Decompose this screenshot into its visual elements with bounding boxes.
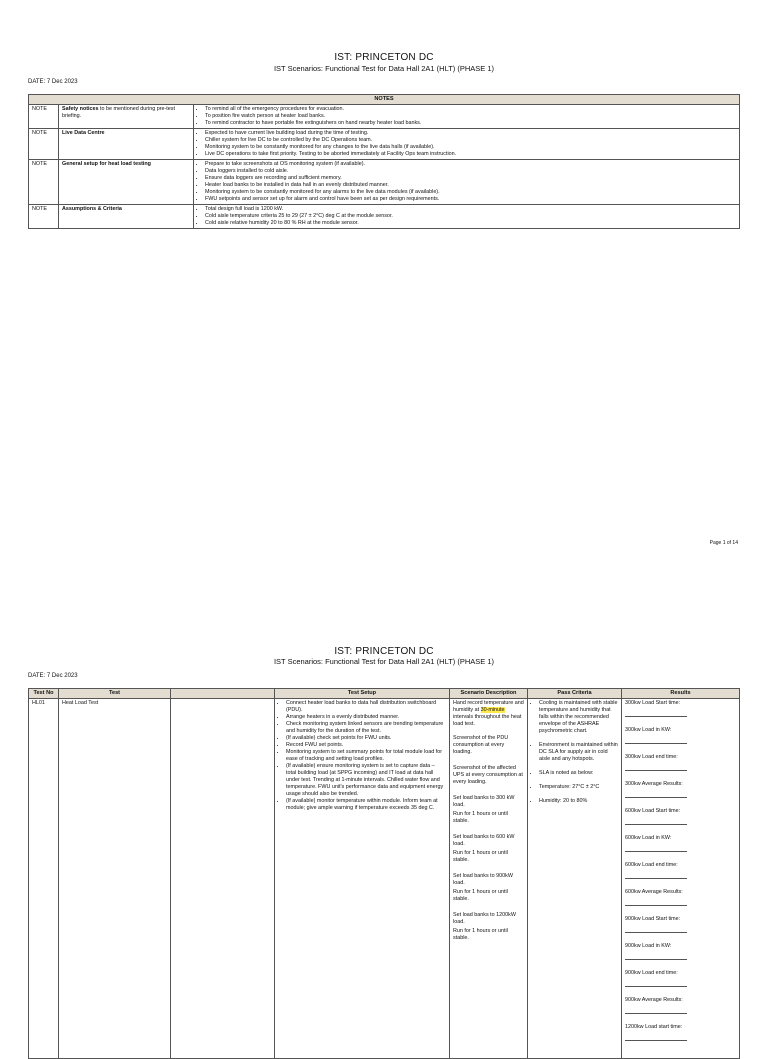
note-row [29,105,740,129]
pass-bullet: • Humidity: 20 to 80% [539,798,618,805]
note-bullet: • Prepare to take screenshots at OS monitoring system (if available). [205,161,736,168]
note-title-suffix: to be mentioned during pre-test briefing. [62,106,175,119]
note-row [29,129,740,160]
result-label: 600kw Load Start time: [625,808,681,814]
result-blank-line[interactable] [625,819,687,825]
col-blank [171,689,275,699]
note-bullet: • Data loggers installed to cold aisle. [205,168,736,175]
pass-bullet: • Environment is maintained within DC SLA for supply air in cold aisle and any hotspots. [539,742,618,763]
highlighted-text: 30-minute [480,707,505,713]
result-label: 900kw Load in KW: [625,943,672,949]
blank-cell [171,699,275,1059]
setup-bullet: • Arrange heaters in a evenly distributed manner. [286,714,446,721]
scenario-paragraph: Run for 1 hours or until stable. [453,850,508,863]
note-items [194,205,740,229]
note-type: NOTE [29,205,59,229]
col-test-setup: Test Setup [275,689,450,699]
note-bullet: • Live DC operations to take first priority. Testing to be aborted immediately at Facility Ops team instruction. [205,151,736,158]
result-blank-line[interactable] [625,927,687,933]
setup-bullet: • (If available) monitor temperature within module. Inform team at module; give ample warning if temperature exceeds 35 deg C. [286,798,446,812]
pass-bullet: • SLA is noted as below: [539,770,618,777]
pass-criteria-cell [528,699,622,1059]
notes-header: NOTES [29,95,740,105]
col-results: Results [622,689,740,699]
note-row [29,160,740,205]
page-subtitle: IST Scenarios: Functional Test for Data Hall 2A1 (HLT) (PHASE 1) [273,657,495,666]
page-title: IST: PRINCETON DC [334,646,434,657]
scenario-paragraph: Screenshot of the affected UPS at every consumption at every loading. [453,765,523,785]
test-number: HL01 [29,699,59,1059]
result-label: 600kw Load in KW: [625,835,672,841]
col-pass-criteria: Pass Criteria [528,689,622,699]
note-bullet: • Heater load banks to be installed in data hall in an evenly distributed manner. [205,182,736,189]
result-blank-line[interactable] [625,1008,687,1014]
note-title-cell [59,129,194,160]
scenario-paragraph: Set load banks to 900kW load. [453,873,513,886]
note-bullet: • Monitoring system to be constantly monitored for any alarms to the live data modules (if available). [205,189,736,196]
document-page-2 [0,620,768,1030]
result-label: 300kw Load Start time: [625,700,681,706]
note-bullet: • Chiller system for live DC to be controlled by the DC Operations team. [205,137,736,144]
note-row [29,205,740,229]
note-title-cell [59,160,194,205]
result-label: 900kw Average Results: [625,997,683,1003]
results-cell [622,699,740,1059]
result-blank-line[interactable] [625,954,687,960]
test-name: Heat Load Test [59,699,171,1059]
result-label: 300kw Load in KW: [625,727,672,733]
col-test: Test [59,689,171,699]
pass-bullet: • Cooling is maintained with stable temperature and humidity that falls within the recommended envelope of the ASHRAE psychrometric chart. [539,700,618,735]
note-type: NOTE [29,160,59,205]
scenario-paragraph: Set load banks to 1200kW load. [453,912,516,925]
scenario-paragraph: Run for 1 hours or until stable. [453,889,508,902]
note-title-cell [59,205,194,229]
result-label: 300kw Load end time: [625,754,678,760]
scenario-paragraph: Run for 1 hours or until stable. [453,928,508,941]
result-blank-line[interactable] [625,792,687,798]
setup-bullet: • (If available) check set points for FWU units. [286,735,446,742]
test-table [28,688,740,1059]
note-bullet: • Cold aisle relative humidity 20 to 80 % RH at the module sensor. [205,220,736,227]
result-label: 1200kw Load start time: [625,1024,683,1030]
notes-table [28,94,740,229]
note-items [194,160,740,205]
scenario-paragraph: Screenshot of the PDU consumption at every loading. [453,735,509,755]
pass-bullet: • Temperature: 27°C ± 2°C [539,784,618,791]
note-title: Assumptions & Criteria [62,206,122,212]
note-title: Safety notices [62,106,99,112]
setup-bullet: • Connect heater load banks to data hall distribution switchboard (PDU). [286,700,446,714]
result-blank-line[interactable] [625,981,687,987]
result-label: 900kw Load end time: [625,970,678,976]
note-title: General setup for heat load testing [62,161,151,167]
note-items [194,105,740,129]
table-row [29,699,740,1059]
note-bullet: • Monitoring system to be constantly monitored for any changes to the live data halls (if available). [205,144,736,151]
result-blank-line[interactable] [625,846,687,852]
result-label: 300kw Average Results: [625,781,683,787]
result-label: 600kw Average Results: [625,889,683,895]
document-date: DATE: 7 Dec 2023 [28,79,78,85]
result-blank-line[interactable] [625,765,687,771]
note-type: NOTE [29,129,59,160]
page-title: IST: PRINCETON DC [334,52,434,63]
note-items [194,129,740,160]
result-blank-line[interactable] [625,738,687,744]
note-bullet: • To position fire watch person at heater load banks. [205,113,736,120]
col-test-no: Test No [29,689,59,699]
result-blank-line[interactable] [625,900,687,906]
page-subtitle: IST Scenarios: Functional Test for Data Hall 2A1 (HLT) (PHASE 1) [273,64,495,73]
setup-bullet: • Record FWU set points. [286,742,446,749]
note-bullet: • Expected to have current live building load during the time of testing. [205,130,736,137]
note-bullet: • To remind contractor to have portable fire extinguishers on hand nearby heater load banks. [205,120,736,127]
page-number: Page 1 of 14 [709,540,738,546]
scenario-cell [450,699,528,1059]
result-label: 600kw Load end time: [625,862,678,868]
result-blank-line[interactable] [625,873,687,879]
note-bullet: • Ensure data loggers are recording and sufficient memory. [205,175,736,182]
scenario-intro: Hand record temperature and humidity at 30-minute intervals throughout the heat load test. [453,700,524,727]
note-bullet: • FWU setpoints and sensor set up for alarm and control have been set as per design requirements. [205,196,736,203]
result-label: 900kw Load Start time: [625,916,681,922]
setup-bullet: • Check monitoring system linked sensors are trending temperature and humidity for the duration of the test. [286,721,446,735]
note-title-cell [59,105,194,129]
test-setup-cell [275,699,450,1059]
col-scenario: Scenario Description [450,689,528,699]
result-blank-line[interactable] [625,1035,687,1041]
note-title: Live Data Centre [62,130,105,136]
document-date: DATE: 7 Dec 2023 [28,673,78,679]
setup-bullet: • (If available) ensure monitoring system is set to capture data – total building load (at SPPG incoming) and IT load at data hall under test. Trending at 1-minute intervals. Chilled water flow and temperature. FWU unit's performance data and equipment energy usage should also be trended. [286,763,446,798]
scenario-paragraph: Set load banks to 300 kW load. [453,795,515,808]
note-bullet: • Cold aisle temperature criteria 25 to 29 (27 ± 2°C) deg C at the module sensor. [205,213,736,220]
scenario-paragraph: Run for 1 hours or until stable. [453,811,508,824]
result-blank-line[interactable] [625,711,687,717]
note-bullet: • Total design full load is 1200 kW. [205,206,736,213]
note-bullet: • To remind all of the emergency procedures for evacuation. [205,106,736,113]
note-type: NOTE [29,105,59,129]
setup-bullet: • Monitoring system to set summary points for total module load for ease of tracking and setting load profiles. [286,749,446,763]
scenario-paragraph: Set load banks to 600 kW load. [453,834,515,847]
